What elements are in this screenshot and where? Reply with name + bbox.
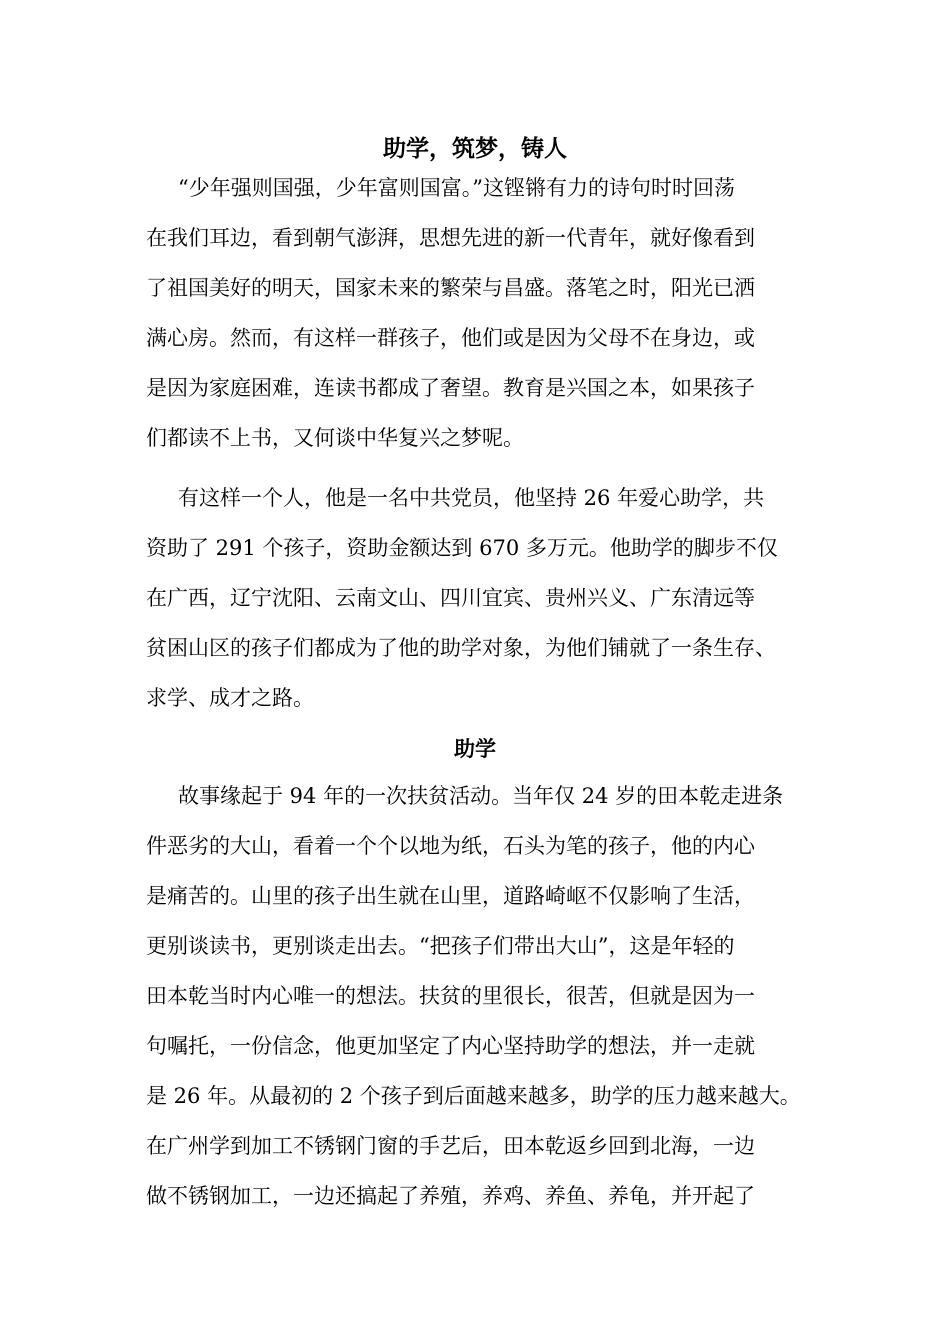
- paragraph-2-line-5: 求学、成才之路。: [146, 686, 314, 710]
- paragraph-3-line-3: 是痛苦的。山里的孩子出生就在山里，道路崎岖不仅影响了生活，: [146, 884, 755, 908]
- paragraph-3-line-6: 句嘱托，一份信念，他更加坚定了内心坚持助学的想法，并一走就: [146, 1034, 755, 1058]
- paragraph-3-line-8: 在广州学到加工不锈钢门窗的手艺后，田本乾返乡回到北海，一边: [146, 1134, 755, 1158]
- paragraph-1-line-2: 在我们耳边，看到朝气澎湃，思想先进的新一代青年，就好像看到: [146, 226, 755, 250]
- paragraph-2-line-1: 有这样一个人，他是一名中共党员，他坚持 26 年爱心助学，共: [178, 486, 765, 510]
- paragraph-3-line-4: 更别谈读书，更别谈走出去。“把孩子们带出大山”，这是年轻的: [146, 934, 735, 958]
- paragraph-1-line-3: 了祖国美好的明天，国家未来的繁荣与昌盛。落笔之时，阳光已洒: [146, 276, 755, 300]
- paragraph-2-line-4: 贫困山区的孩子们都成为了他的助学对象，为他们铺就了一条生存、: [146, 636, 776, 660]
- paragraph-3-line-9: 做不锈钢加工，一边还搞起了养殖，养鸡、养鱼、养龟，并开起了: [146, 1184, 755, 1208]
- paragraph-1-line-5: 是因为家庭困难，连读书都成了奢望。教育是兴国之本，如果孩子: [146, 376, 755, 400]
- paragraph-3-line-2: 件恶劣的大山，看着一个个以地为纸，石头为笔的孩子，他的内心: [146, 834, 755, 858]
- paragraph-3-line-7: 是 26 年。从最初的 2 个孩子到后面越来越多，助学的压力越来越大。: [146, 1084, 801, 1108]
- paragraph-1-line-4: 满心房。然而，有这样一群孩子，他们或是因为父母不在身边，或: [146, 326, 755, 350]
- paragraph-1-line-1: “少年强则国强，少年富则国富。”这铿锵有力的诗句时时回荡: [178, 176, 735, 200]
- document-title: 助学，筑梦，铸人: [383, 135, 567, 162]
- paragraph-1-line-6: 们都读不上书，又何谈中华复兴之梦呢。: [146, 426, 524, 450]
- paragraph-2-line-3: 在广西，辽宁沈阳、云南文山、四川宜宾、贵州兴义、广东清远等: [146, 586, 755, 610]
- paragraph-3-line-5: 田本乾当时内心唯一的想法。扶贫的里很长，很苦，但就是因为一: [146, 984, 755, 1008]
- section-heading: 助学: [454, 736, 496, 761]
- paragraph-2-line-2: 资助了 291 个孩子，资助金额达到 670 多万元。他助学的脚步不仅: [146, 536, 778, 560]
- paragraph-3-line-1: 故事缘起于 94 年的一次扶贫活动。当年仅 24 岁的田本乾走进条: [178, 784, 784, 808]
